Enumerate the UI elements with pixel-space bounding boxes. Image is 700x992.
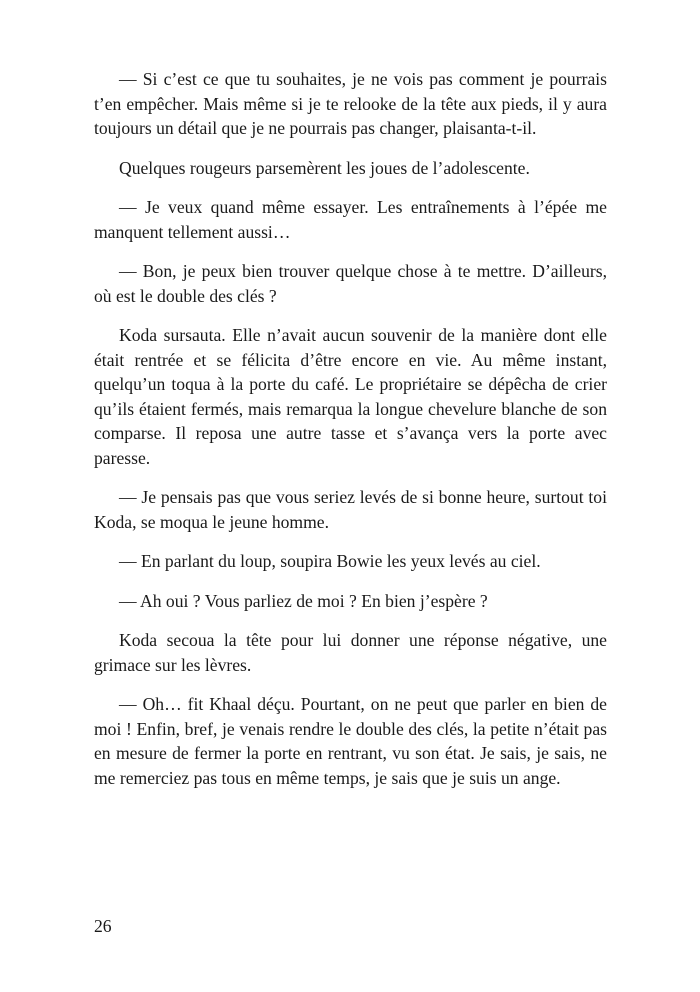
paragraph-9: Koda secoua la tête pour lui donner une réponse négative, une grimace sur les lèvres.: [94, 630, 607, 675]
page-number: 26: [94, 916, 112, 936]
paragraph-8: — Ah oui ? Vous parliez de moi ? En bien j’espère ?: [119, 590, 488, 611]
paragraph-7: — En parlant du loup, soupira Bowie les yeux levés au ciel.: [119, 551, 541, 571]
paragraph-5: Koda sursauta. Elle n’avait aucun souvenir de la manière dont elle était rentrée et se félicita d’être encore en vie. Au même instant, quelqu’un toqua à la porte du café. Le propriétaire se dépêcha de crier qu’ils étaient fermés, mais remarqua la longue chevelure blanche de son comparse. Il reposa une autre tasse et s’avança vers la porte avec paresse.: [94, 325, 607, 468]
paragraph-2: Quelques rougeurs parsemèrent les joues de l’adolescente.: [119, 157, 530, 178]
paragraph-3: — Je veux quand même essayer. Les entraînements à l’épée me manquent tellement aussi…: [94, 197, 607, 242]
paragraph-4: — Bon, je peux bien trouver quelque chose à te mettre. D’ailleurs, où est le double des clés ?: [94, 261, 607, 306]
paragraph-6: — Je pensais pas que vous seriez levés de si bonne heure, surtout toi Koda, se moqua le jeune homme.: [94, 487, 607, 532]
body-text: [94, 67, 607, 805]
paragraph-1: — Si c’est ce que tu souhaites, je ne vois pas comment je pourrais t’en empêcher. Mais même si je te relooke de la tête aux pieds, il y aura toujours un détail que je ne pourrais pas changer, plaisanta-t-il.: [94, 69, 607, 138]
paragraph-10: — Oh… fit Khaal déçu. Pourtant, on ne peut que parler en bien de moi ! Enfin, bref, je venais rendre le double des clés, la petite n’était pas en mesure de fermer la porte en rentrant, vu son état. Je sais, je sais, ne me remerciez pas tous en même temps, je sais que je suis un ange.: [94, 694, 607, 788]
